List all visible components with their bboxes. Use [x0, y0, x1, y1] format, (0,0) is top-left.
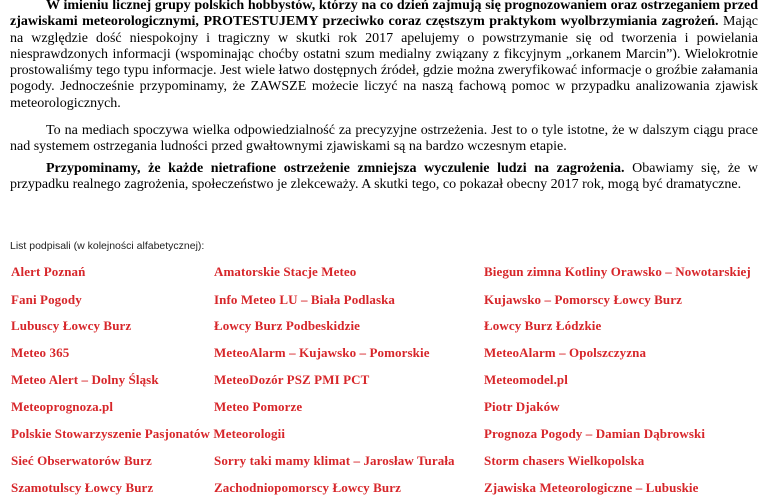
signer-entry: MeteoDozór PSZ PMI PCT [214, 372, 370, 387]
signer-entry: Info Meteo LU – Biała Podlaska [214, 292, 396, 307]
signer-entry: MeteoAlarm – Opolszczyzna [484, 345, 647, 360]
signer-entry: Sieć Obserwatorów Burz [11, 453, 152, 468]
signer-entry: Lubuscy Łowcy Burz [11, 318, 132, 333]
signer-entry: Meteomodel.pl [484, 372, 568, 387]
signer-entry: Amatorskie Stacje Meteo [214, 264, 357, 279]
signer-entry: Łowcy Burz Podbeskidzie [214, 318, 361, 333]
signer-entry: Sorry taki mamy klimat – Jarosław Turała [214, 453, 455, 468]
paragraph-protest [10, 0, 758, 112]
signer-entry: Meteo 365 [11, 345, 70, 360]
signer-entry: Meteo Alert – Dolny Śląsk [11, 372, 159, 387]
paragraph-reminder [10, 161, 758, 194]
paragraph-media-text: To na mediach spoczywa wielka odpowiedzialność za precyzyjne ostrzeżenia. Jest to o tyle istotne, że w dalszym ciągu prace nad systemem ostrzegania ludności przed gwałtownymi zjawiskami są na bardzo wczesnym etapie. [10, 123, 758, 155]
signer-entry: Łowcy Burz Łódzkie [484, 318, 602, 333]
signer-entry: Meteoprognoza.pl [11, 399, 114, 414]
signer-entry: Szamotulscy Łowcy Burz [11, 480, 154, 495]
signer-entry: Zjawiska Meteorologiczne – Lubuskie [484, 480, 699, 495]
signer-entry: Fani Pogody [11, 292, 82, 307]
signer-entry: Piotr Djaków [484, 399, 560, 414]
signers-label: List podpisali (w kolejności alfabetycznej): [10, 240, 205, 252]
signer-entry: MeteoAlarm – Kujawsko – Pomorskie [214, 345, 430, 360]
signer-entry: Polskie Stowarzyszenie Pasjonatów Meteorologii [11, 426, 286, 441]
paragraph-reminder-bold: Przypominamy, że każde nietrafione ostrzeżenie zmniejsza wyczulenie ludzi na zagrożenia. [46, 161, 625, 176]
signer-entry: Meteo Pomorze [214, 399, 303, 414]
signer-entry: Storm chasers Wielkopolska [484, 453, 645, 468]
paragraph-protest-bold: W imieniu licznej grupy polskich hobbystów, którzy na co dzień zajmują się prognozowaniem oraz ostrzeganiem przed zjawiskami meteorologicznymi, PROTESTUJEMY przeciwko coraz częstszym praktykom wyolbrzymiania zagrożeń. [10, 0, 758, 30]
paragraph-protest-body: Mając na względzie dość niespokojny i tragiczny w skutki rok 2017 apelujemy o powstrzymanie się od tworzenia i powielania niesprawdzonych informacji (wspominając choćby ostatni szum medialny związany z fikcyjnym „orkanem Marcin”). Wielokrotnie prostowaliśmy tego typu informacje. Jest wiele łatwo dostępnych źródeł, gdzie można zweryfikować informacje o groźbie załamania pogody. Jednocześnie przypominamy, że ZAWSZE możecie liczyć na naszą fachową pomoc w przypadku analizowania zjawisk meteorologicznych. [10, 14, 758, 111]
signer-entry: Prognoza Pogody – Damian Dąbrowski [484, 426, 706, 441]
signer-entry: Zachodniopomorscy Łowcy Burz [214, 480, 401, 495]
paragraph-media-responsibility [10, 123, 758, 156]
signer-entry: Kujawsko – Pomorscy Łowcy Burz [484, 292, 682, 307]
paragraph-reminder-body: Obawiamy się, że w przypadku realnego zagrożenia, społeczeństwo je zlekceważy. A skutki tego, co pokazał obecny 2017 rok, mogą być dramatyczne. [10, 161, 758, 193]
signer-entry: Biegun zimna Kotliny Orawsko – Nowotarskiej [484, 264, 751, 279]
signer-entry: Alert Poznań [11, 264, 86, 279]
